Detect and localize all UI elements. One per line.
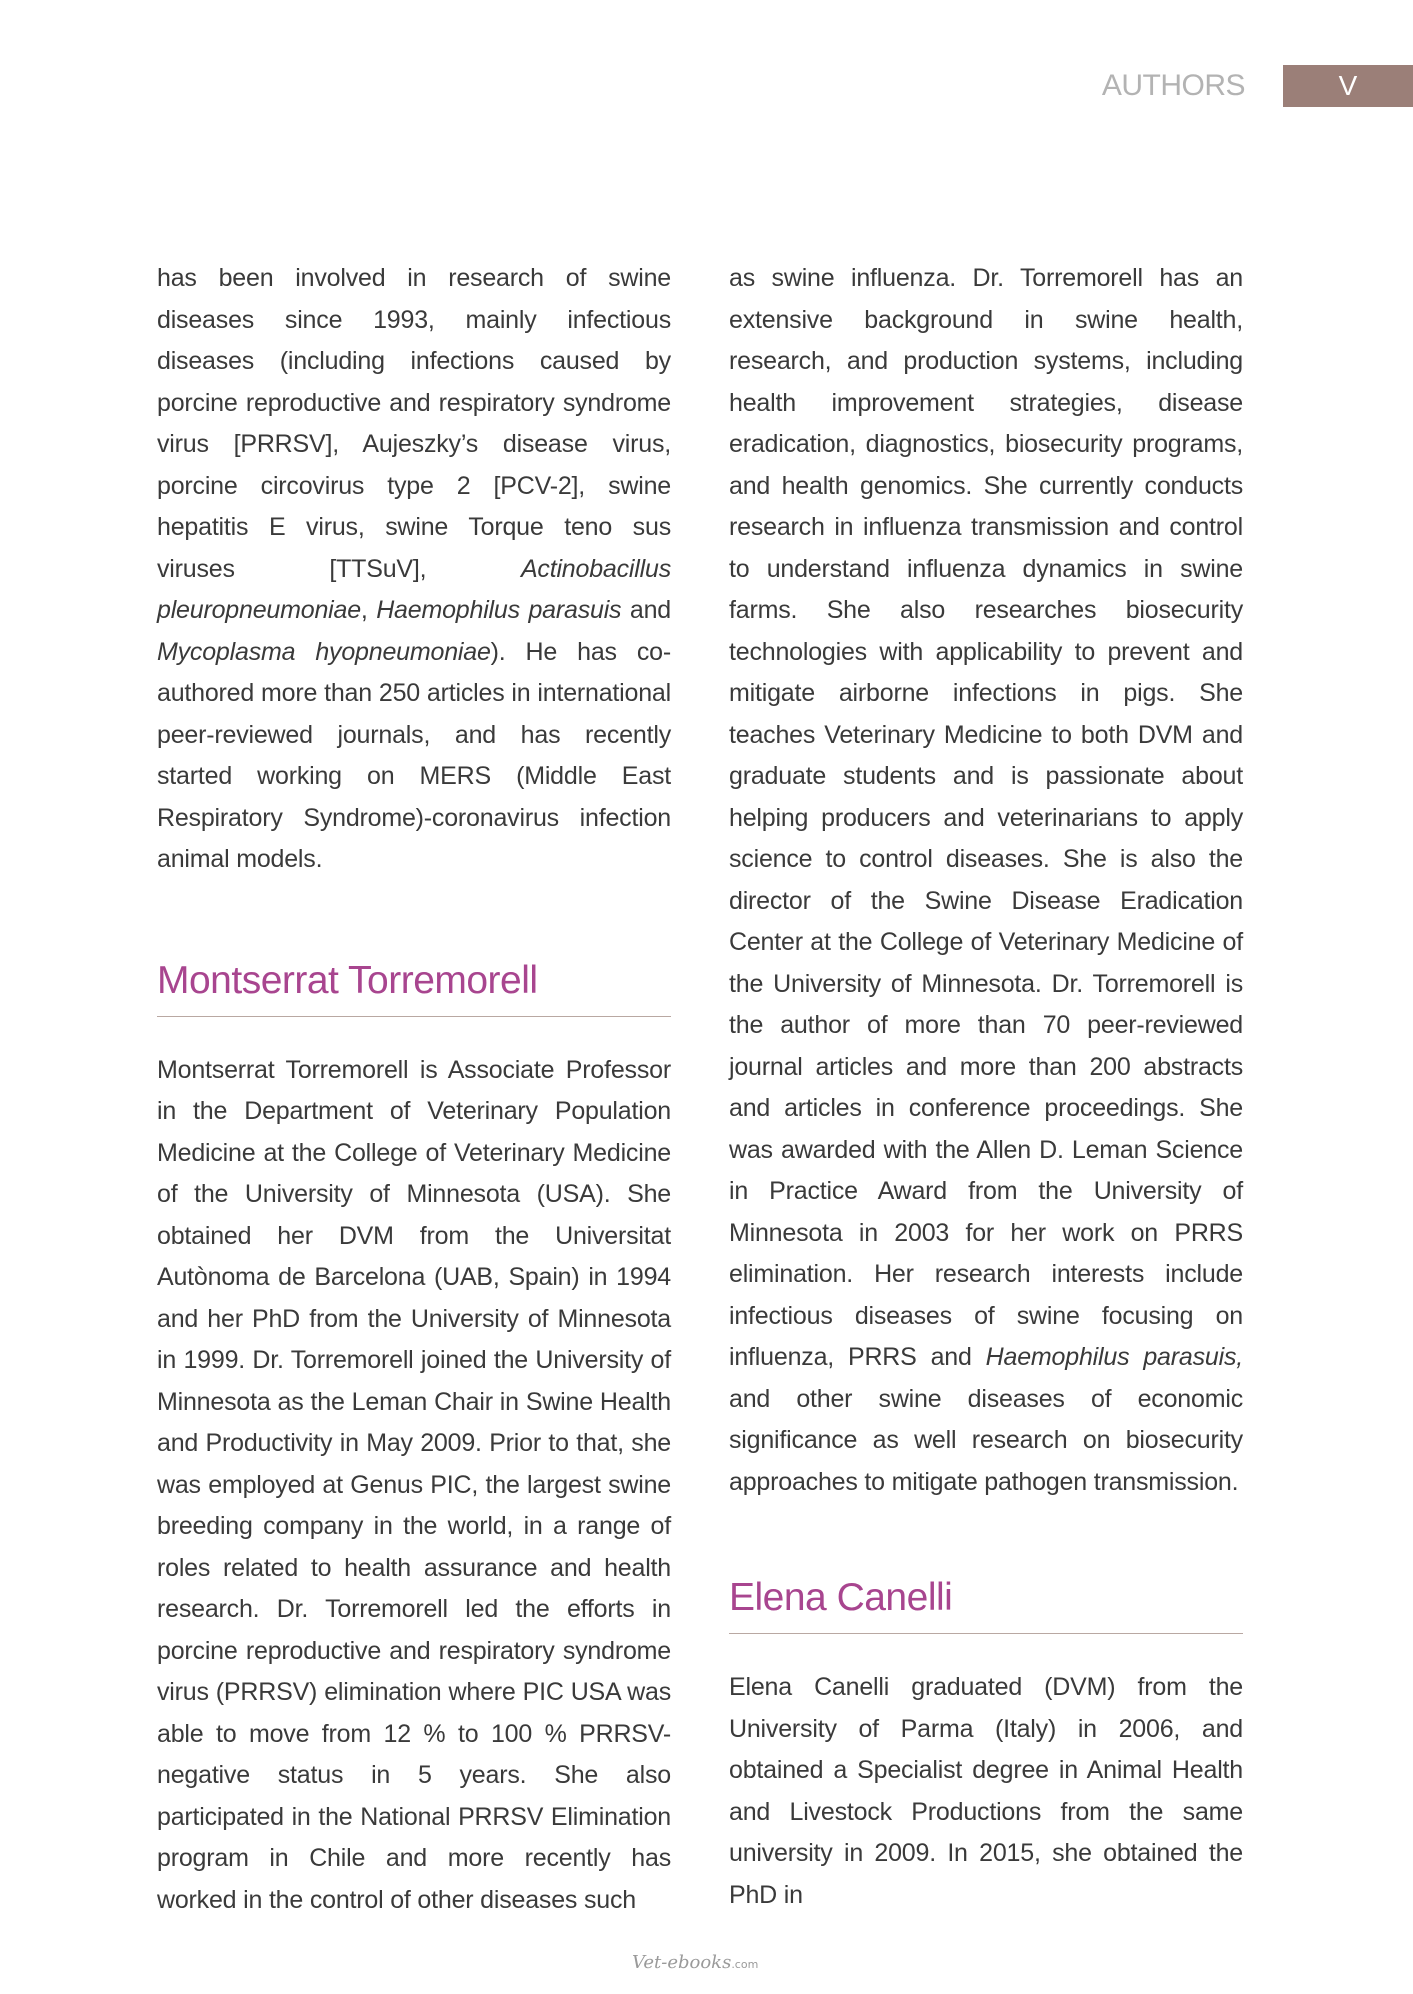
italic-text-run: Mycoplasma hyopneumoniae [157,637,491,666]
watermark-text: Vet-ebooks [632,1952,732,1973]
section-label: AUTHORS [1101,69,1245,102]
paragraph-continuation [157,258,671,881]
author-heading-torremorell: Montserrat Torremorell [157,954,671,1017]
text-run: and [621,596,672,624]
text-run: and other swine diseases of economic significance as well research on biosecurity approaches to mitigate pathogen transmission. [729,1384,1243,1496]
paragraph-canelli-bio: Elena Canelli graduated (DVM) from the University of Parma (Italy) in 2006, and obtained a Specialist degree in Animal Health and Livestock Productions from the same university in 2009. In 2015, she obtained the PhD in [729,1673,1243,1909]
text-run: , [360,596,377,624]
paragraph-torremorell-bio-continued [729,258,1243,1503]
text-run: as swine influenza. Dr. Torremorell has an extensive background in swine health, research, and production systems, including health improvement strategies, disease eradication, diagnostics, biosecurity programs, and health genomics. She currently conducts research in influenza transmission and control to understand influenza dynamics in swine farms. She also researches biosecurity technologies with applicability to prevent and mitigate airborne infections in pigs. She teaches Veterinary Medicine to both DVM and graduate students and is passionate about helping producers and veterinarians to apply science to control diseases. She is also the director of the Swine Disease Eradication Center at the College of Veterinary Medicine of the University of Minnesota. Dr. Torremorell is the author of more than 70 peer-reviewed journal articles and more than 200 abstracts and articles in conference proceedings. She was awarded with the Allen D. Leman Science in Practice Award from the University of Minnesota in 2003 for her work on PRRS elimination. Her research interests include infectious diseases of swine focusing on influenza, PRRS and [729,264,1243,1371]
left-column [157,258,671,1921]
paragraph-torremorell-bio: Montserrat Torremorell is Associate Professor in the Department of Veterinary Population Medicine at the College of Veterinary Medicine of the University of Minnesota (USA). She obtained her DVM from the Universitat Autònoma de Barcelona (UAB, Spain) in 1994 and her PhD from the University of Minnesota in 1999. Dr. Torremorell joined the University of Minnesota as the Leman Chair in Swine Health and Productivity in May 2009. Prior to that, she was employed at Genus PIC, the largest swine breeding company in the world, in a range of roles related to health assurance and health research. Dr. Torremorell led the efforts in porcine reproductive and respiratory syndrome virus (PRRSV) elimination where PIC USA was able to move from 12 % to 100 % PRRSV-negative status in 5 years. She also participated in the National PRRSV Elimination program in Chile and more recently has worked in the control of other diseases such [157,1055,671,1914]
text-run: has been involved in research of swine diseases since 1993, mainly infectious diseases (including infections caused by porcine reproductive and respiratory syndrome virus [PRRSV], Aujeszky’s disease virus, porcine circovirus type 2 [PCV-2], swine hepatitis E virus, swine Torque teno sus viruses [TTSuV], [157,264,671,583]
italic-text-run: Haemophilus parasuis, [985,1343,1243,1371]
watermark-suffix: .com [731,1958,759,1971]
watermark-logo [632,1952,758,1973]
author-heading-canelli: Elena Canelli [729,1571,1243,1634]
text-run: ). He has co-authored more than 250 articles in international peer-reviewed journals, and has recently started working on MERS (Middle East Respiratory Syndrome)-coronavirus infection animal models. [157,637,671,873]
italic-text-run: Haemophilus parasuis [376,596,622,624]
right-column [729,258,1243,1916]
italic-text-run: Actinobacillus pleuropneumoniae [157,554,671,624]
page-number: V [1283,65,1413,107]
